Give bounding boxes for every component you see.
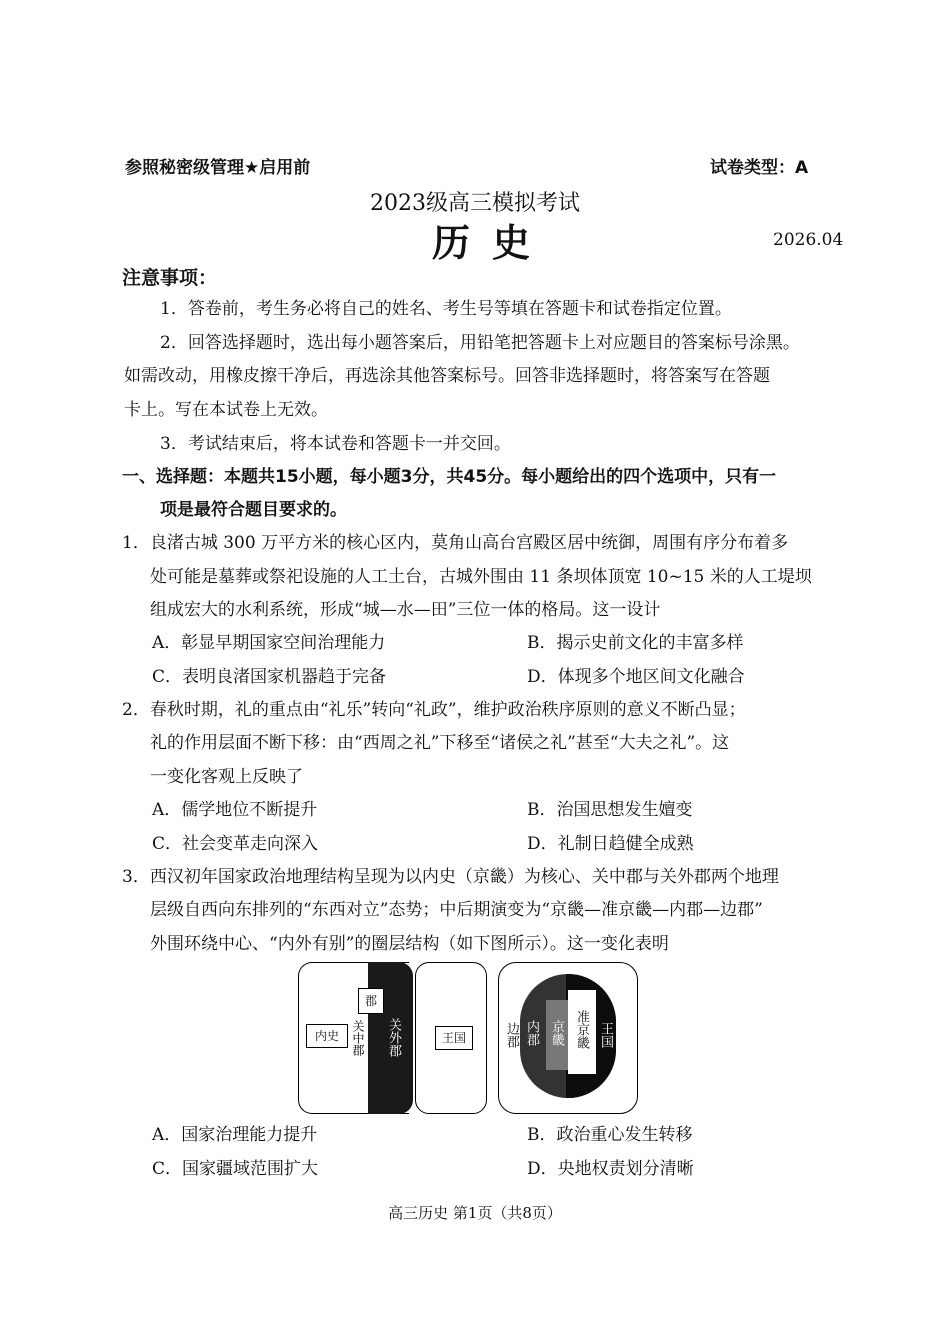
paper-type-label: 试卷类型：A [710,158,809,178]
secrecy-label: 参照秘密级管理★启用前 [125,158,311,178]
question-3-option-b[interactable]: B．政治重心发生转移 [527,1125,693,1145]
subject-title: 历史 [432,220,553,265]
section-heading-cont: 项是最符合题目要求的。 [160,500,347,520]
question-2-option-b[interactable]: B．治国思想发生嬗变 [527,800,693,820]
question-1-option-c[interactable]: C．表明良渚国家机器趋于完备 [152,667,387,687]
question-2-text: 2．春秋时期，礼的重点由“礼乐”转向“礼政”，维护政治秩序原则的意义不断凸显； [122,700,746,720]
diagram-guanwai-label: 关外郡 [386,1018,401,1057]
question-1-option-d[interactable]: D．体现多个地区间文化融合 [527,667,745,687]
question-3-option-c[interactable]: C．国家疆域范围扩大 [152,1159,319,1179]
question-1-option-a[interactable]: A．彰显早期国家空间治理能力 [152,633,386,653]
question-1-text: 组成宏大的水利系统，形成“城—水—田”三位一体的格局。这一设计 [150,600,661,620]
diagram-bianjun-label: 边郡 [504,1022,519,1048]
notice-line: 2．回答选择题时，选出每小题答案后，用铅笔把答题卡上对应题目的答案标号涂黑。 [160,333,800,353]
notice-line: 如需改动，用橡皮擦干净后，再选涂其他答案标号。回答非选择题时，将答案写在答题 [124,366,770,386]
question-2-text: 一变化客观上反映了 [150,767,303,787]
question-2-text: 礼的作用层面不断下移：由“西周之礼”下移至“诸侯之礼”甚至“大夫之礼”。这 [150,733,730,753]
diagram-wangguo-box-left: 王国 [435,1026,473,1050]
question-2-option-d[interactable]: D．礼制日趋健全成熟 [527,834,694,854]
diagram-wangguo-label-right: 王国 [598,1022,613,1048]
exam-date: 2026.04 [773,230,844,250]
question-1-text: 1．良渚古城 300 万平方米的核心区内，莫角山高台宫殿区居中统御，周围有序分布着多 [122,533,789,553]
diagram-neishi-box: 内史 [306,1024,348,1048]
question-1-text: 处可能是墓葬或祭祀设施的人工土台，古城外围由 11 条坝体顶宽 10~15 米的人工堤坝 [150,567,812,587]
question-2-option-a[interactable]: A．儒学地位不断提升 [152,800,318,820]
diagram-guanzhong-label: 关中郡 [351,1020,365,1056]
diagram-jun-box: 郡 [358,988,384,1014]
exam-title: 2023级高三模拟考试 [370,191,580,216]
question-1-option-b[interactable]: B．揭示史前文化的丰富多样 [527,633,744,653]
question-3-text: 外围环绕中心、“内外有别”的圈层结构（如下图所示）。这一变化表明 [150,934,669,954]
political-geography-diagram [298,962,640,1116]
page-footer: 高三历史 第1页（共8页） [388,1204,562,1222]
question-3-option-d[interactable]: D．央地权责划分清晰 [527,1159,694,1179]
notice-heading: 注意事项： [122,267,218,289]
question-3-option-a[interactable]: A．国家治理能力提升 [152,1125,318,1145]
notice-line: 3．考试结束后，将本试卷和答题卡一并交回。 [160,434,511,454]
diagram-neijun-label: 内郡 [524,1020,539,1046]
section-heading: 一、选择题：本题共15小题，每小题3分，共45分。每小题给出的四个选项中，只有一 [122,467,777,487]
diagram-zhunjingji-label: 准京畿 [574,1010,589,1049]
question-2-option-c[interactable]: C．社会变革走向深入 [152,834,319,854]
notice-line: 卡上。写在本试卷上无效。 [124,400,328,420]
diagram-jingji-label: 京畿 [549,1020,564,1046]
notice-line: 1．答卷前，考生务必将自己的姓名、考生号等填在答题卡和试卷指定位置。 [160,299,732,319]
question-3-text: 层级自西向东排列的“东西对立”态势；中后期演变为“京畿—准京畿—内郡—边郡” [150,900,763,920]
question-3-text: 3．西汉初年国家政治地理结构呈现为以内史（京畿）为核心、关中郡与关外郡两个地理 [122,867,779,887]
